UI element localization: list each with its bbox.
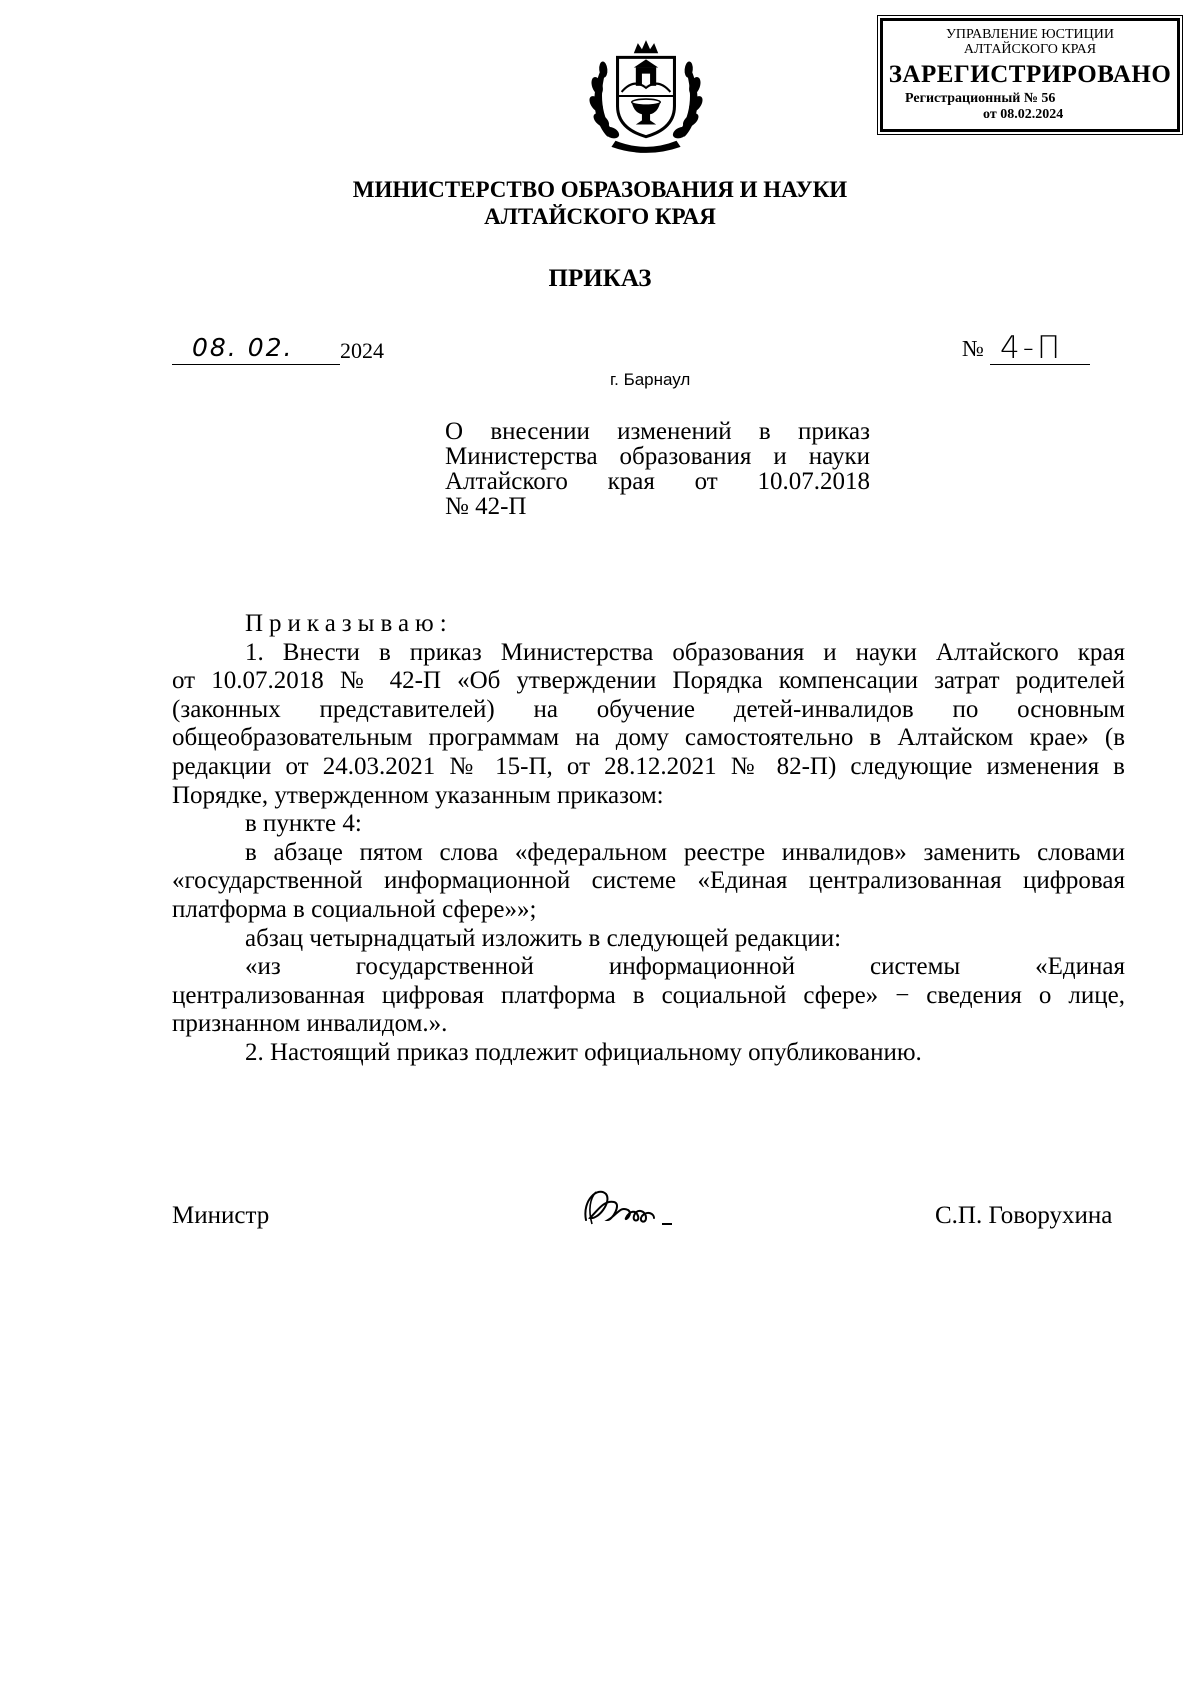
paragraph-1-rest: от 10.07.2018 № 42-П «Об утверждении Порядка компенсации затрат родителей (законных представителей) на обучение детей-инвалидов по основным общеобразовательным программам на дому самостоятельно в Алтайском крае» (в редакции от 24.03.2021 № 15-П, от 28.12.2021 № 82-П) следующие изменения в Порядке, утвержденном указанным приказом: xyxy=(172,667,1125,809)
registration-stamp xyxy=(880,18,1180,132)
date-handwritten: 08. 02. xyxy=(192,333,294,362)
document-subject xyxy=(445,419,870,519)
document-type: ПРИКАЗ xyxy=(548,265,652,292)
subject-line1: О внесении изменений в приказ xyxy=(445,418,870,445)
paragraph-2: в пункте 4: xyxy=(245,810,362,838)
subject-line4: № 42-П xyxy=(445,493,527,520)
number-handwritten: 4-П xyxy=(1000,330,1064,366)
paragraph-3-first-line: в абзаце пятом слова «федеральном реестре инвалидов» заменить словами xyxy=(245,838,1125,866)
number-label: № xyxy=(962,336,984,361)
signatory-name: С.П. Говорухина xyxy=(935,1202,1113,1229)
subject-line2: Министерства образования и науки xyxy=(445,443,870,470)
ministry-line2: АЛТАЙСКОГО КРАЯ xyxy=(484,204,716,229)
signatory-title: Министр xyxy=(172,1202,270,1229)
document-body xyxy=(172,610,1125,1068)
ministry-name xyxy=(0,176,1200,230)
paragraph-3-rest: «государственной информационной системе «Единая централизованная цифровая платформа в социальной сфере»»; xyxy=(172,867,1125,923)
paragraph-4: абзац четырнадцатый изложить в следующей редакции: xyxy=(245,924,842,952)
date-year: 2024 xyxy=(340,338,384,363)
paragraph-5-first-line: «из государственной информационной системы «Единая xyxy=(245,953,1125,981)
stamp-reg-date: от 08.02.2024 xyxy=(983,107,1064,122)
paragraph-6: 2. Настоящий приказ подлежит официальному опубликованию. xyxy=(245,1038,922,1066)
stamp-authority-line1: УПРАВЛЕНИЕ ЮСТИЦИИ xyxy=(946,27,1114,42)
handwritten-signature xyxy=(578,1180,688,1240)
paragraph-5-rest: централизованная цифровая платформа в социальной сфере» − сведения о лице, признанном инвалидом.». xyxy=(172,981,1125,1038)
stamp-reg-number: Регистрационный № 56 xyxy=(905,91,1056,106)
stamp-status: ЗАРЕГИСТРИРОВАНО xyxy=(888,61,1172,88)
stamp-authority-line2: АЛТАЙСКОГО КРАЯ xyxy=(963,42,1097,57)
paragraph-1-first-line: 1. Внести в приказ Министерства образования и науки Алтайского края xyxy=(245,638,1125,666)
coat-of-arms-emblem xyxy=(585,35,707,157)
ministry-line1: МИНИСТЕРСТВО ОБРАЗОВАНИЯ И НАУКИ xyxy=(352,177,848,202)
subject-line3: Алтайского края от 10.07.2018 xyxy=(445,468,870,495)
order-intro: Приказываю: xyxy=(245,610,453,637)
city: г. Барнаул xyxy=(610,370,691,389)
